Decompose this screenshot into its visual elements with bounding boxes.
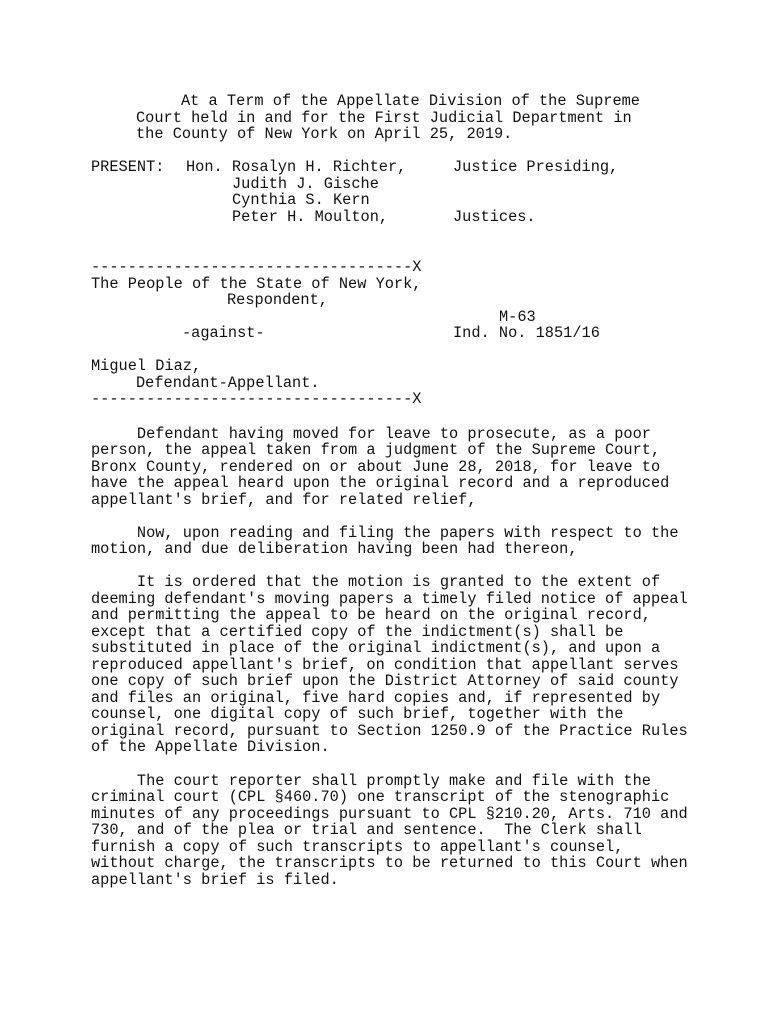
term-header-line-3: the County of New York on April 25, 2019. bbox=[136, 125, 513, 143]
paragraph-3-line-7: one copy of such brief upon the District Attorney of said county bbox=[91, 672, 679, 690]
judge-role-4: Justices. bbox=[453, 208, 536, 226]
paragraph-4-line-5: furnish a copy of such transcripts to appellant's counsel, bbox=[91, 838, 624, 856]
paragraph-1-line-1: Defendant having moved for leave to prosecute, as a poor bbox=[91, 425, 651, 443]
paragraph-3-line-8: and files an original, five hard copies and, if represented by bbox=[91, 689, 661, 707]
paragraph-2-line-2: motion, and due deliberation having been had thereon, bbox=[91, 540, 578, 558]
paragraph-3-line-2: deeming defendant's moving papers a timely filed notice of appeal bbox=[91, 590, 688, 608]
paragraph-3-line-1: It is ordered that the motion is granted to the extent of bbox=[91, 573, 661, 591]
paragraph-1-line-3: Bronx County, rendered on or about June 28, 2018, for leave to bbox=[91, 458, 661, 476]
paragraph-4-line-2: criminal court (CPL §460.70) one transcript of the stenographic bbox=[91, 788, 670, 806]
plaintiff-name: The People of the State of New York, bbox=[91, 275, 422, 293]
paragraph-3-line-11: of the Appellate Division. bbox=[91, 738, 330, 756]
term-header-line-1: At a Term of the Appellate Division of the Supreme bbox=[181, 92, 640, 110]
judge-name-1: Hon. Rosalyn H. Richter, bbox=[186, 158, 407, 176]
judge-name-4: Peter H. Moulton, bbox=[232, 208, 389, 226]
defendant-name: Miguel Diaz, bbox=[91, 357, 202, 375]
caption-rule-top: -----------------------------------X bbox=[91, 258, 422, 276]
paragraph-4-line-1: The court reporter shall promptly make and file with the bbox=[91, 772, 651, 790]
paragraph-4-line-6: without charge, the transcripts to be returned to this Court when bbox=[91, 854, 688, 872]
judge-name-2: Judith J. Gische bbox=[232, 175, 379, 193]
judge-role-1: Justice Presiding, bbox=[453, 158, 619, 176]
paragraph-3-line-4: except that a certified copy of the indictment(s) shall be bbox=[91, 623, 624, 641]
paragraph-1-line-2: person, the appeal taken from a judgment of the Supreme Court, bbox=[91, 441, 661, 459]
present-label: PRESENT: bbox=[91, 158, 165, 176]
paragraph-3-line-9: counsel, one digital copy of such brief, together with the bbox=[91, 705, 624, 723]
against-label: -against- bbox=[182, 324, 265, 342]
paragraph-1-line-4: have the appeal heard upon the original record and a reproduced bbox=[91, 474, 670, 492]
indictment-number: Ind. No. 1851/16 bbox=[453, 324, 600, 342]
paragraph-1-line-5: appellant's brief, and for related relief, bbox=[91, 491, 477, 509]
paragraph-3-line-10: original record, pursuant to Section 1250.9 of the Practice Rules bbox=[91, 722, 688, 740]
paragraph-3-line-6: reproduced appellant's brief, on condition that appellant serves bbox=[91, 656, 679, 674]
paragraph-2-line-1: Now, upon reading and filing the papers with respect to the bbox=[91, 524, 679, 542]
paragraph-4-line-7: appellant's brief is filed. bbox=[91, 871, 339, 889]
paragraph-4-line-4: 730, and of the plea or trial and sentence. The Clerk shall bbox=[91, 821, 642, 839]
defendant-role: Defendant-Appellant. bbox=[136, 374, 320, 392]
paragraph-4-line-3: minutes of any proceedings pursuant to CPL §210.20, Arts. 710 and bbox=[91, 805, 688, 823]
term-header-line-2: Court held in and for the First Judicial Department in bbox=[136, 109, 632, 127]
plaintiff-role: Respondent, bbox=[227, 291, 328, 309]
paragraph-3-line-3: and permitting the appeal to be heard on the original record, bbox=[91, 606, 651, 624]
motion-number: M-63 bbox=[499, 308, 536, 326]
judge-name-3: Cynthia S. Kern bbox=[232, 191, 370, 209]
paragraph-3-line-5: substituted in place of the original indictment(s), and upon a bbox=[91, 639, 661, 657]
caption-rule-bottom: -----------------------------------X bbox=[91, 390, 422, 408]
